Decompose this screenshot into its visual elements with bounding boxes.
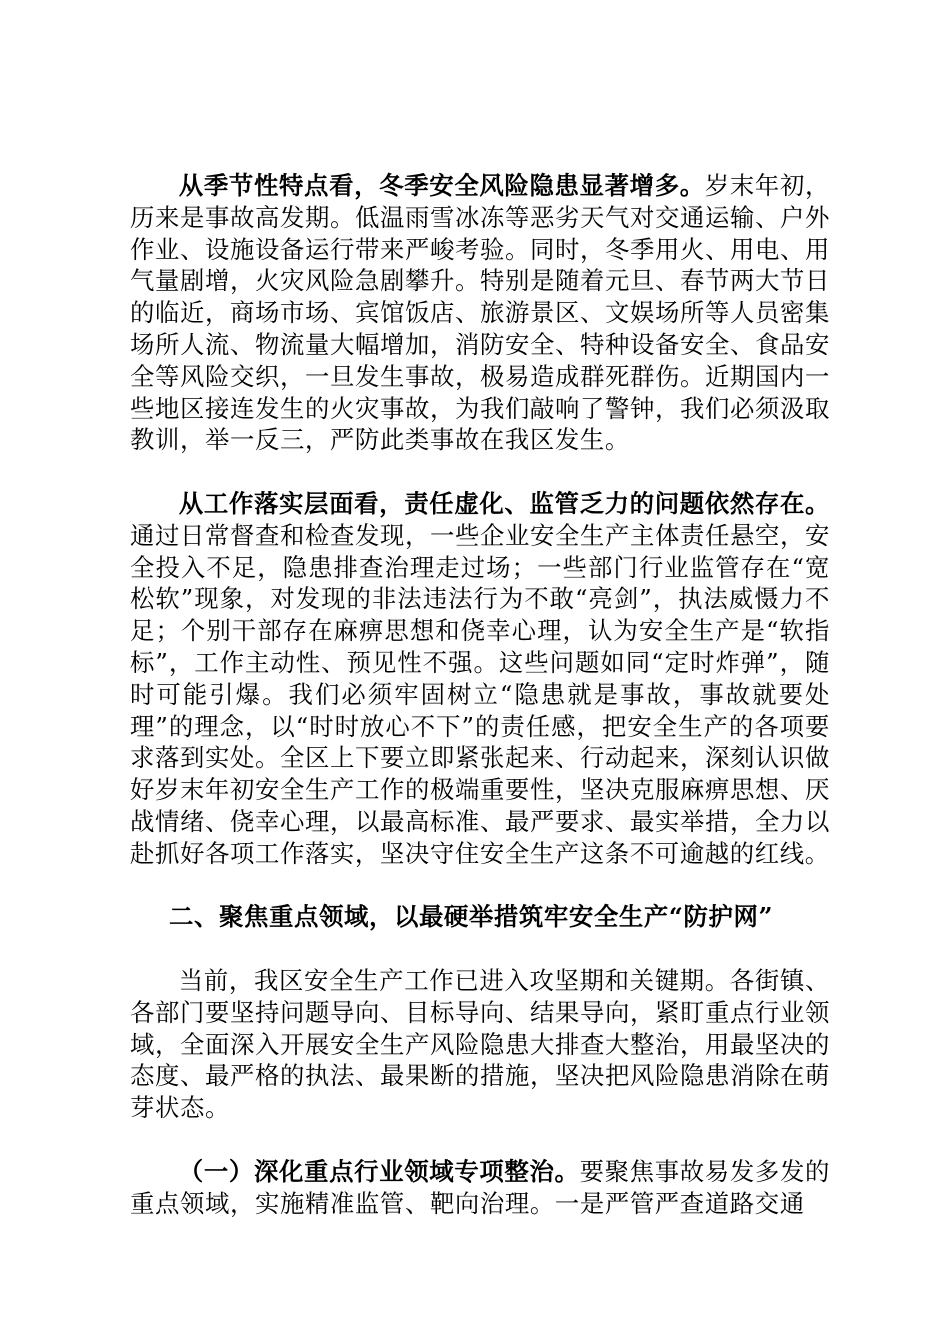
paragraph-implementation-issues xyxy=(130,488,830,870)
section-intro-paragraph: 当前，我区安全生产工作已进入攻坚期和关键期。各街镇、各部门要坚持问题导向、目标导向、结果导向，紧盯重点行业领域，全面深入开展安全生产风险隐患大排查大整治，用最坚决的态度、最严格的执法、最果断的措施，坚决把风险隐患消除在萌芽状态。 xyxy=(130,965,830,1123)
paragraph-body: 通过日常督查和检查发现，一些企业安全生产主体责任悬空，安全投入不足，隐患排查治理走过场；一些部门行业监管存在“宽松软”现象，对发现的非法违法行为不敢“亮剑”，执法威慑力不足；个别干部存在麻痹思想和侥幸心理，认为安全生产是“软指标”，工作主动性、预见性不强。这些问题如同“定时炸弹”，随时可能引爆。我们必须牢固树立“隐患就是事故，事故就要处理”的理念，以“时时放心不下”的责任感，把安全生产的各项要求落到实处。全区上下要立即紧张起来、行动起来，深刻认识做好岁末年初安全生产工作的极端重要性，坚决克服麻痹思想、厌战情绪、侥幸心理，以最高标准、最严要求、最实举措，全力以赴抓好各项工作落实，坚决守住安全生产这条不可逾越的红线。 xyxy=(130,520,830,868)
section-heading: 二、聚焦重点领域，以最硬举措筑牢安全生产“防护网” xyxy=(169,902,774,932)
paragraph-body: 岁末年初，历来是事故高发期。低温雨雪冰冻等恶劣天气对交通运输、户外作业、设施设备运行带来严峻考验。同时，冬季用火、用电、用气量剧增，火灾风险急剧攀升。特别是随着元旦、春节两大节日的临近，商场市场、宾馆饭店、旅游景区、文娱场所等人员密集场所人流、物流量大幅增加，消防安全、特种设备安全、食品安全等风险交织，一旦发生事故，极易造成群死群伤。近期国内一些地区接连发生的火灾事故，为我们敲响了警钟，我们必须汲取教训，举一反三，严防此类事故在我区发生。 xyxy=(130,171,830,455)
subsection-lead: （一）深化重点行业领域专项整治。 xyxy=(178,1156,580,1186)
paragraph-lead: 从季节性特点看，冬季安全风险隐患显著增多。 xyxy=(178,171,705,200)
document-page xyxy=(130,170,830,1251)
paragraph-seasonal-risk xyxy=(130,170,830,456)
paragraph-lead: 从工作落实层面看，责任虚化、监管乏力的问题依然存在。 xyxy=(178,488,830,518)
subsection-body: 要聚焦事故易发多发的重点领域，实施精准监管、靶向治理。一是严管严查道路交通 xyxy=(130,1156,830,1218)
subsection-paragraph xyxy=(130,1156,830,1220)
